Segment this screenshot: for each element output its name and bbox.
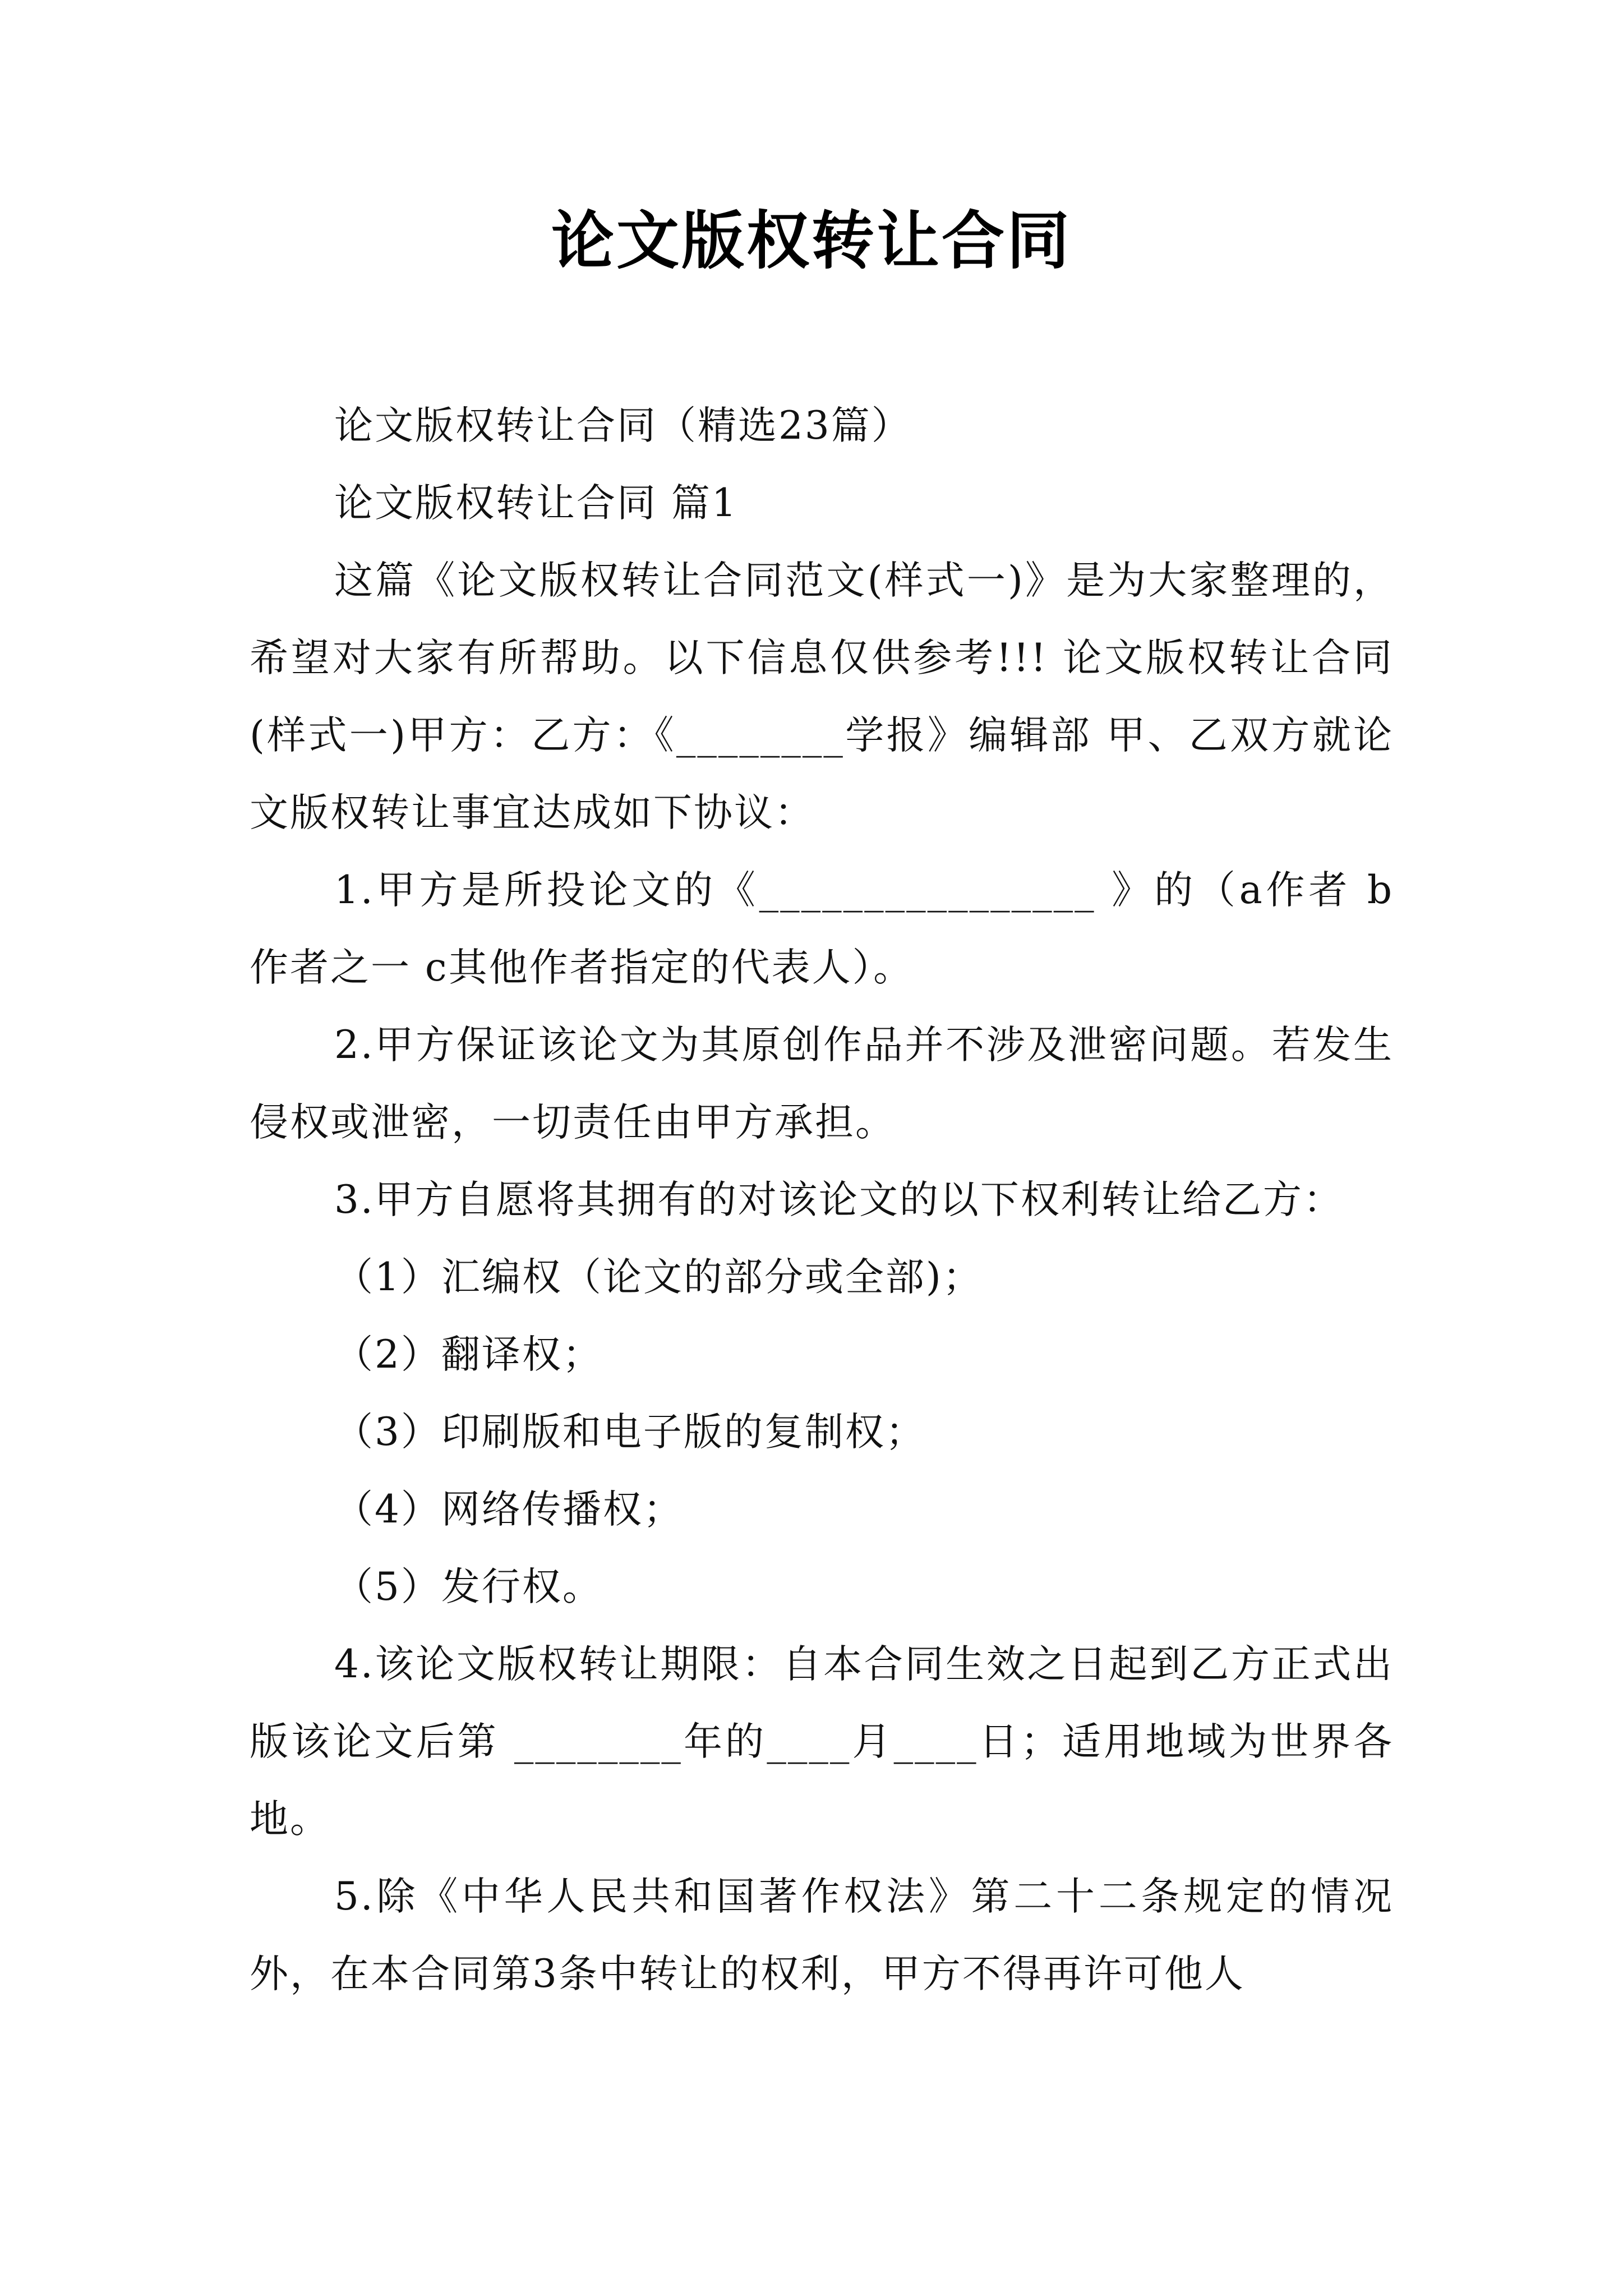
clause-4: 4.该论文版权转让期限：自本合同生效之日起到乙方正式出版该论文后第 ________年的____月____日；适用地域为世界各地。 bbox=[250, 1642, 1394, 1842]
intro-paragraph: 这篇《论文版权转让合同范文(样式一)》是为大家整理的，希望对大家有所帮助。以下信息仅供参考!!! 论文版权转让合同(样式一)甲方：乙方：《________学报》编辑部 甲、乙双方就论文版权转让事宜达成如下协议： bbox=[250, 558, 1394, 835]
rights-item-4: （4）网络传播权； bbox=[334, 1487, 684, 1532]
clause-2: 2.甲方保证该论文为其原创作品并不涉及泄密问题。若发生侵权或泄密，一切责任由甲方承担。 bbox=[250, 1023, 1394, 1145]
clause-1: 1.甲方是所投论文的《________________ 》的（a作者 b作者之一 c其他作者指定的代表人）。 bbox=[250, 868, 1394, 990]
document-body bbox=[250, 387, 1394, 2013]
clause-3: 3.甲方自愿将其拥有的对该论文的以下权利转让给乙方： bbox=[334, 1177, 1344, 1222]
section-heading: 论文版权转让合同 篇1 bbox=[334, 481, 738, 526]
clause-5: 5.除《中华人民共和国著作权法》第二十二条规定的情况外，在本合同第3条中转让的权利，甲方不得再许可他人 bbox=[250, 1874, 1394, 1996]
rights-item-1: （1）汇编权（论文的部分或全部)； bbox=[334, 1255, 983, 1300]
collection-heading: 论文版权转让合同（精选23篇） bbox=[334, 403, 912, 448]
rights-item-5: （5）发行权。 bbox=[334, 1565, 603, 1609]
rights-item-3: （3）印刷版和电子版的复制权； bbox=[334, 1410, 926, 1455]
document-title: 论文版权转让合同 bbox=[551, 204, 1072, 278]
rights-item-2: （2）翻译权； bbox=[334, 1332, 603, 1377]
